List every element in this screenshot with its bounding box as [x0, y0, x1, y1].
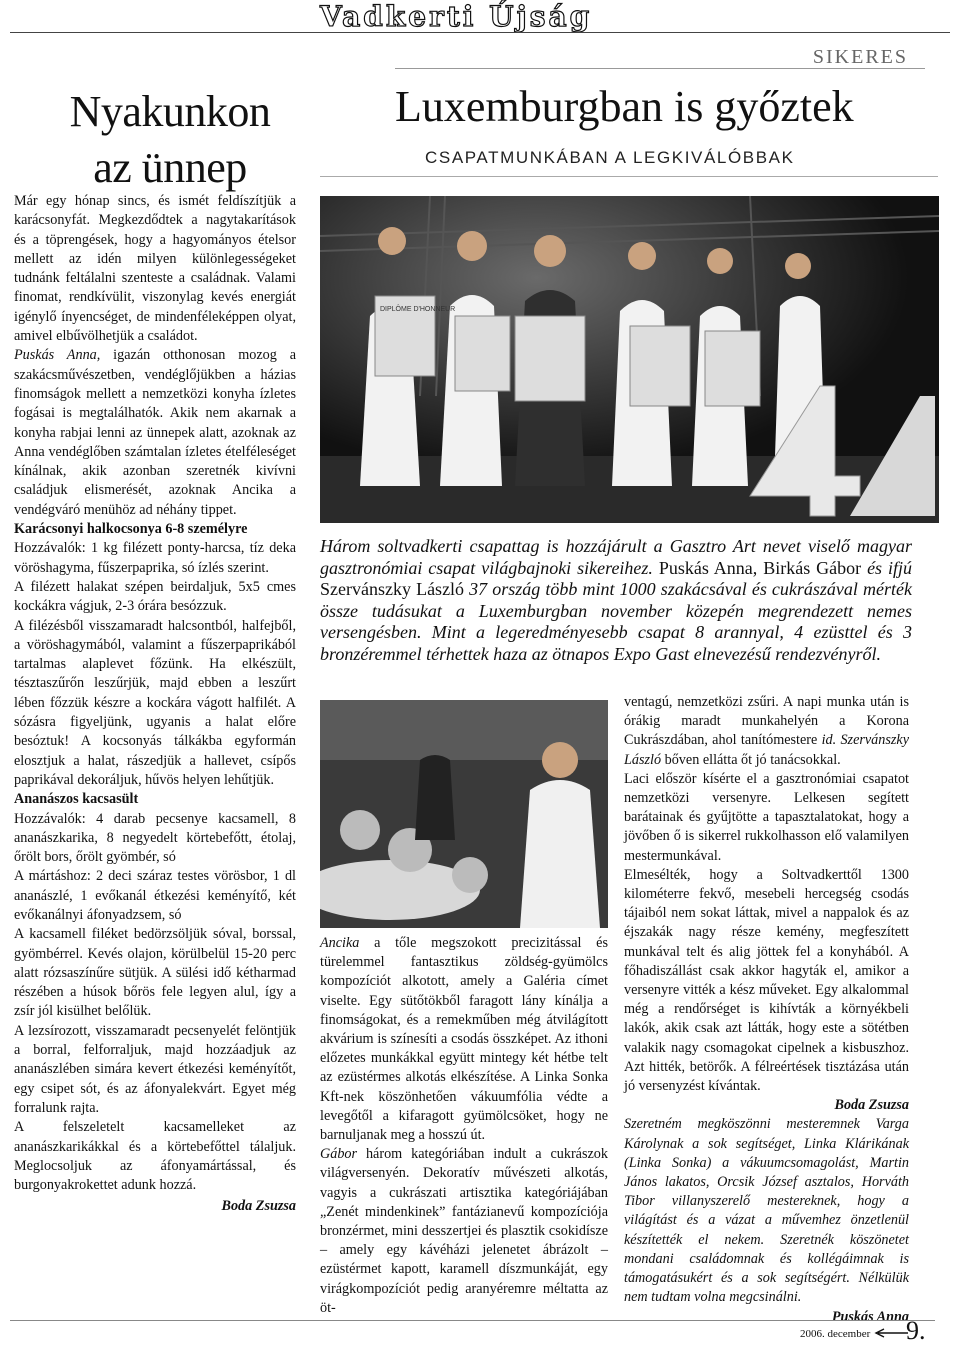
main-article-subtitle: CSAPATMUNKÁBAN A LEGKIVÁLÓBBAK: [425, 148, 795, 167]
recipe-title: Karácsonyi halkocsonya 6-8 személyre: [14, 521, 248, 538]
author-signature: Puskás Anna: [831, 1308, 909, 1325]
paragraph: A lezsírozott, visszamaradt pecsenyelét felöntjük a borral, felforraljuk, majd hozzáadjuk az ananászlében simára kevert étkezési keményítőt, egy csipet sót, és az áfonyalekvárt. Egyet még forralunk rajta.: [14, 1022, 296, 1116]
photo-caption: [320, 536, 912, 666]
ancika-photo: [320, 700, 608, 928]
person-name: Ancika: [320, 935, 360, 951]
arrow-left-icon: [872, 1328, 908, 1338]
caption-names: Puskás Anna, Birkás Gábor: [658, 557, 862, 578]
masthead: [0, 0, 960, 40]
paragraph: Hozzávalók: 4 darab pecsenye kacsamell, 8 ananászkarika, 8 negyedelt körtebefőtt, étolaj, őrölt bors, őrölt gyömbér, só: [14, 810, 296, 866]
paragraph: A kacsamell filéket bedörzsöljük sóval, borssal, gyömbérrel. Kevés olajon, körülbelül 15-20 perc alatt rózsaszínűre sütjük. A sülési idő kétharmad részében a húsok bőrös fele legyen alul, így a zsír jól kisülhet belőlük.: [14, 926, 296, 1020]
title-rule: [320, 176, 938, 177]
left-title-line2: az ünnep: [93, 143, 247, 192]
section-rule: [395, 68, 925, 69]
paragraph-text: bőven ellátta őt jó tanácsokkal.: [661, 751, 841, 768]
paragraph: Hozzávalók: 1 kg filézett ponty-harcsa, tíz deka vöröshagyma, fűszerpaprika, só ízlés szerint.: [14, 540, 296, 576]
paragraph: [14, 346, 296, 520]
paragraph-text: a tőle megszokott precizitással és türelemmel fantasztikus zöldség-gyümölcs kompozíciót alkotott, amely a Galéria címet viselte. Egy sütőtökből faragott lány kínálja a finomságokat, és a remekműben még átvilágított akvárium is színesíti a csodás összképet. Az ithoni előzetes munkákkal együtt mintegy két hétbe telt az ezüstérmes alkotás elkészítése. A Linka Sonka Kft-nek köszönhetően vákuumfólia védte a levegőtől a kifaragott gyümölcsöket, hogy ne barnuljanak meg a hosszú út.: [320, 935, 608, 1144]
ancika-photo-illustration: [320, 700, 608, 928]
left-article-title: [20, 84, 320, 196]
page-number: 9.: [906, 1316, 926, 1345]
paragraph: Elmesélték, hogy a Soltvadkerttől 1300 kilométerre fekvő, mesebeli hercegség csodás tájaiból nem sokat láttak, mivel a nappalok és az éjszakák nagy része kemény, megfeszített munkával telt és alig jöttek fel a konyhából. A főhadiszállást csak akkor hagyták el, amikor a versenyre vitték a kész műveket. Egy alkalommal még a rendőrséget is kihívták a környékbeli lakók, akik csak azt látták, hogy este a sötétben valakik nagy csomagokat cipelnek a kisbuszhoz. Azt hitték, betörők. A félreértések tisztázása után jó versenyzést kívántak.: [624, 866, 909, 1095]
paragraph-text: ventagú, nemzetközi zsűri. A napi munka után is órákig maradt munkahelyén a Korona Cukrászdában, ahol tanítómestere: [624, 694, 909, 749]
paragraph: Laci először kísérte el a gasztronómiai csapatot nemzetközi versenyre. Lelkesen segített barátainak és gyűjtötte a tapasztalatokat, hogy a jövőben ő is sikerrel rukkolhasson elő valamilyen mestermunkával.: [624, 770, 909, 864]
paragraph: A mártáshoz: 2 deci száraz testes vörösbor, 1 dl ananászlé, 1 evőkanál étkezési keményítő, két evőkanálnyi áfonyadzsem, só: [14, 868, 296, 923]
paragraph-text: három kategóriában indult a cukrászok világversenyén. Dekoratív művészeti alkotás, vagyis a cukrászati artisztika kategóriájában „Zenét mindenkinek” fantázianevű kompozíciója bronzérmet, mini desszertjei és plasztik csokidísze – amely egy kávéházi jelenetet ábrázolt – ezüstérmet kapott, karamell díszmunkáját, egy virágkompozíciót pedig aranyéremre méltatta az öt-: [320, 1146, 608, 1316]
paragraph: Már egy hónap sincs, és ismét feldíszítjük a karácsonyfát. Megkezdődtek a nagytakarítások és a töprengések, hogy a hagyományos ételsor mellett az idén milyen különlegességeket tudnánk feltálalni szenteste a családnak. Valami finomat, rendkívülit, viszonylag kevés energiát igénylő ínyencséget, de mindenféleképpen olyat, amivel elbűvölhetjük a családot.: [14, 193, 296, 345]
recipe-title: Ananászos kacsasült: [14, 791, 139, 808]
caption-name: Szervánszky László: [320, 579, 465, 600]
author-signature: Boda Zsuzsa: [221, 1198, 296, 1215]
person-name: id. Szervánszky László: [624, 732, 910, 768]
paragraph: A felszeletelt kacsamelleket az ananászkarikákkal és a körtebefőttel tálaljuk. Meglocsoljuk az áfonyamártással, és burgonyakrokettet adunk hozzá.: [14, 1119, 296, 1194]
person-name: Puskás Anna,: [14, 347, 101, 364]
paragraph: [320, 934, 608, 1145]
masthead-title: Vadkerti Újság: [320, 0, 593, 33]
paragraph: [624, 693, 909, 770]
paragraph: [320, 1145, 608, 1318]
caption-text: és ifjú: [861, 557, 912, 578]
diploma-text: DIPLÔME D'HONNEUR: [380, 306, 456, 313]
team-photo: [320, 196, 939, 523]
paragraph: A filézett halakat szépen beirdaljuk, 5x5 cmes kockákra vágjuk, 2-3 órára besózzuk.: [14, 578, 296, 615]
caption-text: Három soltvadkerti csapattag is hozzájárult a Gasztro Art nevet viselő magyar gasztronómiai csapat világbajnoki sikereihez.: [320, 536, 912, 578]
main-article-title: Luxemburgban is győztek: [395, 82, 854, 131]
middle-column: [320, 934, 608, 1318]
caption-text: 37 ország több mint 1000 szakácsával és cukrászával mérték össze tudásukat a Luxemburgban november közepén megrendezett nemes versengésben. Mint a legeredményesebb csapat 8 arannyal, 4 ezüsttel és 3 bronzéremmel térhettek haza az ötnapos Expo Gast elnevezésű rendezvényről.: [320, 579, 912, 664]
team-photo-illustration: [320, 196, 939, 523]
acknowledgement: Szeretném megköszönni mesteremnek Varga Károlynak a sok segítséget, Linka Klárikának (Linka Sonka) a vákuumcsomagolást, Martin János lakatos, Orcsik József asztalos, Horváth Tibor villanyszerelő mestereknek, hogy a világítást és a vázat a művemhez önzetlenül készítették el nekem. Szeretnék köszönetet mondani családomnak és kollégáimnak is támogatásukért és a sok segítségért. Nélkülük nem tudtam volna megcsinálni.: [624, 1116, 909, 1306]
person-name: Gábor: [320, 1146, 358, 1163]
paragraph-text: igazán otthonosan mozog a szakácsművészetben, vendéglőjükben a házias finomságok mellett a nemzetközi konyha ízletes fogásai is megtalálhatók. Akik nem akarnak a konyha rabjai lenni az ünnepek alatt, azoknak az Anna vendéglőben számtalan ízletes ételféleséget kínálnak, akik azonban szeretnék kivívni családjuk elismerését, azoknak Ancika a vendégváró menühöz ad néhány tippet.: [14, 347, 296, 518]
left-title-line1: Nyakunkon: [69, 87, 271, 136]
right-column: [624, 693, 909, 1327]
author-signature: Boda Zsuzsa: [834, 1097, 909, 1114]
masthead-rule: [10, 32, 950, 33]
section-label: SIKERES: [812, 46, 908, 68]
footer-rule: [10, 1320, 935, 1321]
issue-date: 2006. december: [800, 1328, 871, 1340]
left-article-body: [14, 192, 296, 1217]
paragraph: A filézésből visszamaradt halcsontból, halfejből, a vöröshagymából, valamint a fűszerpaprikából tartalmas alaplevet főzünk. Ha elkészült, tésztaszűrőn leszűrjük, majd ebben a leszűrt lében főzzük készre a kockára vágott halfilét. A sózásra figyeljünk, ugyanis a halat előre besóztuk! A kocsonyás tálkákba egyformán elosztjuk a halat, rászedjük a hallevet, csípős paprikával dekoráljuk, hűvös helyen lehűtjük.: [14, 617, 296, 788]
